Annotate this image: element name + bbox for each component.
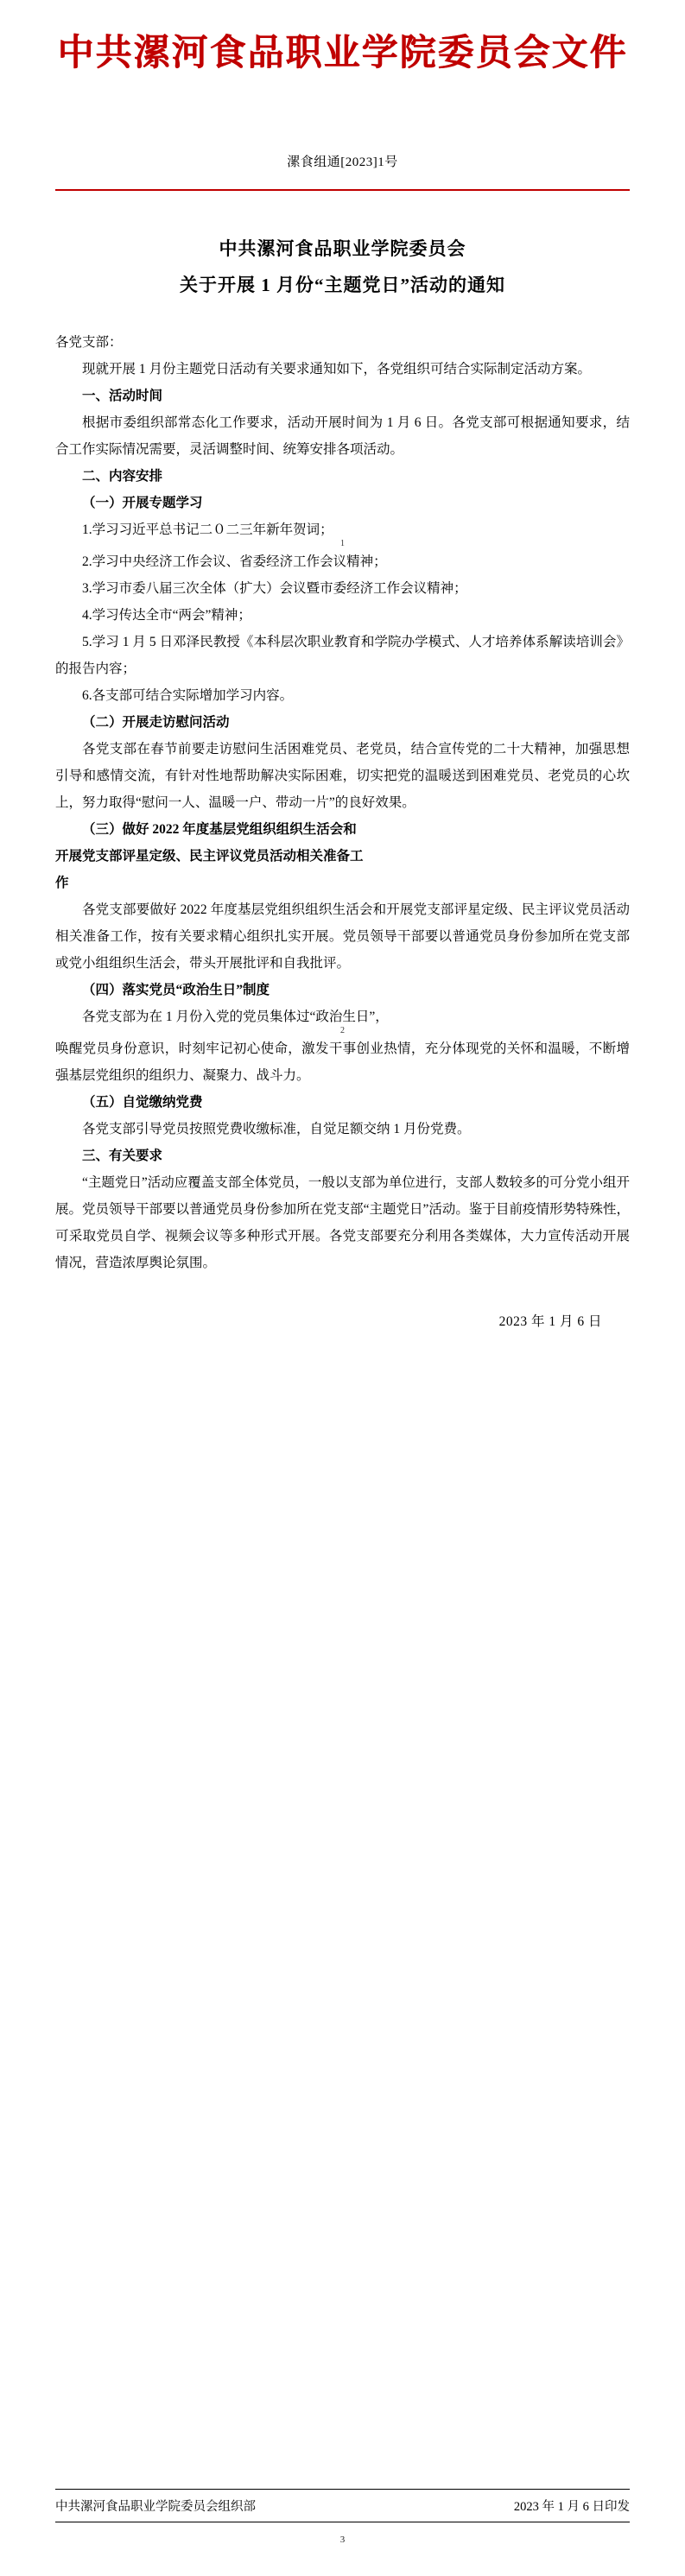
signature-date: 2023 年 1 月 6 日 (498, 1314, 602, 1330)
subsection-1-item-4: 4.学习传达全市“两会”精神； (82, 608, 251, 623)
subsection-3-heading-line-2: 开展党支部评星定级、民主评议党员活动相关准备工 (55, 849, 364, 864)
salutation: 各党支部： (55, 335, 123, 351)
subsection-1-item-1: 1.学习习近平总书记二０二三年新年贺词； (82, 522, 333, 538)
subsection-2-heading: （二）开展走访慰问活动 (82, 715, 230, 731)
footnote-marker-1: 1 (340, 539, 345, 549)
document-footer (0, 2489, 685, 2545)
document-title-line-2: 关于开展 1 月份“主题党日”活动的通知 (180, 275, 505, 296)
page-number: 3 (339, 2535, 346, 2545)
section-2-heading: 二、内容安排 (82, 469, 163, 484)
subsection-3-paragraph: 各党支部要做好 2022 年度基层党组织组织生活会和开展党支部评星定级、民主评议党员活动相关准备工作，按有关要求精心组织扎实开展。党员领导干部要以普通党员身份参加所在党支部或党小组组织生活会，带头开展批评和自我批评。 (55, 902, 630, 972)
masthead-title: 中共漯河食品职业学院委员会文件 (57, 34, 628, 73)
section-3-paragraph: “主题党日”活动应覆盖支部全体党员，一般以支部为单位进行，支部人数较多的可分党小组开展。党员领导干部要以普通党员身份参加所在党支部“主题党日”活动。鉴于目前疫情形势特殊性，可采取党员自学、视频会议等多种形式开展。各党支部要充分利用各类媒体，大力宣传活动开展情况，营造浓厚舆论氛围。 (55, 1175, 630, 1271)
subsection-5-heading: （五）自觉缴纳党费 (82, 1095, 203, 1111)
subsection-3-heading-line-3: 作 (55, 876, 69, 891)
red-divider-rule (55, 189, 630, 191)
subsection-4-paragraph-a: 各党支部为在 1 月份入党的党员集体过“政治生日”， (82, 1010, 389, 1025)
subsection-4-heading: （四）落实党员“政治生日”制度 (82, 983, 270, 998)
footer-issuer: 中共漯河食品职业学院委员会组织部 (55, 2500, 256, 2514)
document-title-line-1: 中共漯河食品职业学院委员会 (219, 238, 466, 260)
subsection-1-item-2: 2.学习中央经济工作会议、省委经济工作会议精神； (82, 554, 387, 570)
subsection-4-paragraph-b: 唤醒党员身份意识，时刻牢记初心使命，激发干事创业热情，充分体现党的关怀和温暖，不断增强基层党组织的组织力、凝聚力、战斗力。 (55, 1041, 630, 1084)
footer-divider-top (55, 2489, 630, 2490)
document-title-block (83, 231, 602, 303)
subsection-1-heading: （一）开展专题学习 (82, 496, 203, 511)
subsection-3-heading-line-1: （三）做好 2022 年度基层党组织组织生活会和 (82, 822, 357, 838)
subsection-1-item-6: 6.各支部可结合实际增加学习内容。 (82, 688, 294, 704)
footnote-marker-2: 2 (340, 1026, 345, 1036)
footer-issue-date: 2023 年 1 月 6 日印发 (513, 2500, 630, 2514)
intro-paragraph: 现就开展 1 月份主题党日活动有关要求通知如下，各党组织可结合实际制定活动方案。 (82, 362, 592, 377)
document-body (55, 329, 630, 1276)
subsection-1-item-5: 5.学习 1 月 5 日邓泽民教授《本科层次职业教育和学院办学模式、人才培养体系解读培训会》的报告内容； (55, 635, 630, 677)
section-1-paragraph: 根据市委组织部常态化工作要求，活动开展时间为 1 月 6 日。各党支部可根据通知要求，结合工作实际情况需要，灵活调整时间、统筹安排各项活动。 (55, 415, 630, 458)
document-number: 漯食组通[2023]1号 (287, 155, 398, 170)
subsection-1-item-3: 3.学习市委八届三次全体（扩大）会议暨市委经济工作会议精神； (82, 581, 467, 597)
subsection-2-paragraph: 各党支部在春节前要走访慰问生活困难党员、老党员，结合宣传党的二十大精神，加强思想引导和感情交流，有针对性地帮助解决实际困难，切实把党的温暖送到困难党员、老党员的心坎上，努力取得“慰问一人、温暖一户、带动一片”的良好效果。 (55, 742, 630, 811)
section-1-heading: 一、活动时间 (82, 389, 163, 404)
subsection-5-paragraph: 各党支部引导党员按照党费收缴标准，自觉足额交纳 1 月份党费。 (82, 1122, 471, 1137)
section-3-heading: 三、有关要求 (82, 1149, 163, 1164)
masthead (0, 0, 685, 78)
